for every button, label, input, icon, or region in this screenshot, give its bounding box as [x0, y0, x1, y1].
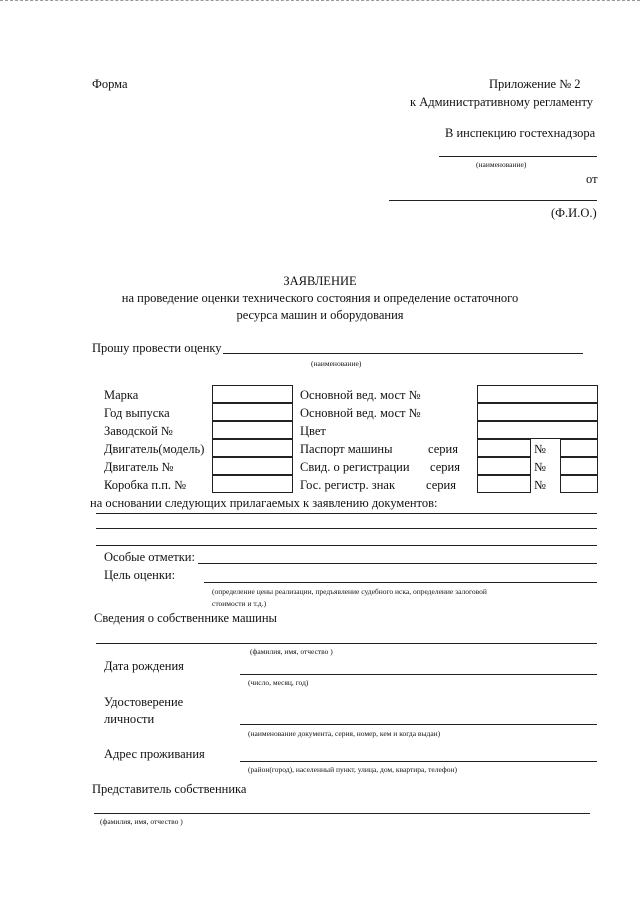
title-line-2: ресурса машин и оборудования [236, 308, 404, 322]
series-label-registration: серия [430, 460, 460, 474]
birth-date-label: Дата рождения [104, 659, 184, 673]
appendix-label: Приложение № 2 [489, 77, 581, 91]
address-hint: (район(город), населенный пункт, улица, дом, квартира, телефон) [248, 765, 458, 774]
input-registration-series[interactable] [477, 457, 531, 475]
documents-line-1[interactable] [96, 513, 597, 514]
purpose-hint-1: (определение цены реализации, предъявление судебного иска, определение залоговой [212, 587, 487, 596]
field-label-engine-number: Двигатель № [104, 460, 174, 474]
id-label-line-2: личности [104, 712, 155, 726]
inspection-name-hint: (наименование) [476, 160, 527, 169]
input-serial[interactable] [212, 421, 293, 439]
inspection-label: В инспекцию гостехнадзора [445, 126, 596, 140]
input-engine-number[interactable] [212, 457, 293, 475]
series-label-plate: серия [426, 478, 456, 492]
representative-label: Представитель собственника [92, 782, 247, 796]
documents-line-2[interactable] [96, 528, 597, 529]
form-label: Форма [92, 77, 128, 91]
field-label-passport: Паспорт машины [300, 442, 393, 456]
address-label: Адрес проживания [104, 747, 205, 761]
number-label-plate: № [534, 478, 546, 492]
documents-label: на основании следующих прилагаемых к заявлению документов: [90, 496, 438, 510]
request-object-line[interactable] [223, 353, 583, 354]
field-label-serial: Заводской № [104, 424, 173, 438]
id-label-line-1: Удостоверение [104, 695, 184, 709]
input-color[interactable] [477, 421, 598, 439]
field-label-engine-model: Двигатель(модель) [104, 442, 205, 456]
input-year[interactable] [212, 403, 293, 421]
input-plate-number[interactable] [560, 475, 598, 493]
owner-name-hint: (фамилия, имя, отчество ) [250, 647, 333, 656]
input-engine-model[interactable] [212, 439, 293, 457]
field-label-brand: Марка [104, 388, 139, 402]
address-line[interactable] [240, 761, 597, 762]
owner-section-label: Сведения о собственнике машины [94, 611, 277, 625]
input-passport-number[interactable] [560, 439, 598, 457]
regulation-label: к Административному регламенту [410, 95, 594, 109]
special-marks-line[interactable] [198, 563, 597, 564]
field-label-gearbox: Коробка п.п. № [104, 478, 187, 492]
field-label-plate: Гос. регистр. знак [300, 478, 396, 492]
field-label-year: Год выпуска [104, 406, 170, 420]
input-registration-number[interactable] [560, 457, 598, 475]
fio-hint: (Ф.И.О.) [551, 206, 597, 220]
input-passport-series[interactable] [477, 439, 531, 457]
request-label: Прошу провести оценку [92, 341, 222, 355]
input-axle-1[interactable] [477, 385, 598, 403]
field-label-registration: Свид. о регистрации [300, 460, 410, 474]
page-top-edge [0, 0, 640, 4]
purpose-label: Цель оценки: [104, 568, 176, 582]
field-label-color: Цвет [300, 424, 326, 438]
number-label-registration: № [534, 460, 546, 474]
field-label-axle-2: Основной вед. мост № [300, 406, 421, 420]
id-document-line[interactable] [240, 724, 597, 725]
birth-date-hint: (число, месяц, год) [248, 678, 309, 687]
documents-line-3[interactable] [96, 545, 597, 546]
document-title: ЗАЯВЛЕНИЕ [283, 274, 357, 288]
birth-date-line[interactable] [240, 674, 597, 675]
special-marks-label: Особые отметки: [104, 550, 195, 564]
representative-name-hint: (фамилия, имя, отчество ) [100, 817, 183, 826]
field-label-axle-1: Основной вед. мост № [300, 388, 421, 402]
from-label: от [586, 172, 598, 186]
input-brand[interactable] [212, 385, 293, 403]
owner-name-line[interactable] [96, 643, 597, 644]
input-gearbox[interactable] [212, 475, 293, 493]
id-document-hint: (наименование документа, серия, номер, кем и когда выдан) [248, 729, 441, 738]
number-label-passport: № [534, 442, 546, 456]
input-plate-series[interactable] [477, 475, 531, 493]
title-line-1: на проведение оценки технического состояния и определение остаточного [121, 291, 519, 305]
applicant-name-line[interactable] [389, 200, 597, 201]
representative-name-line[interactable] [94, 813, 590, 814]
request-object-hint: (наименование) [311, 359, 362, 368]
purpose-hint-2: стоимости и т.д.) [212, 599, 267, 608]
series-label-passport: серия [428, 442, 458, 456]
input-axle-2[interactable] [477, 403, 598, 421]
purpose-line[interactable] [204, 582, 597, 583]
inspection-name-line[interactable] [439, 156, 597, 157]
